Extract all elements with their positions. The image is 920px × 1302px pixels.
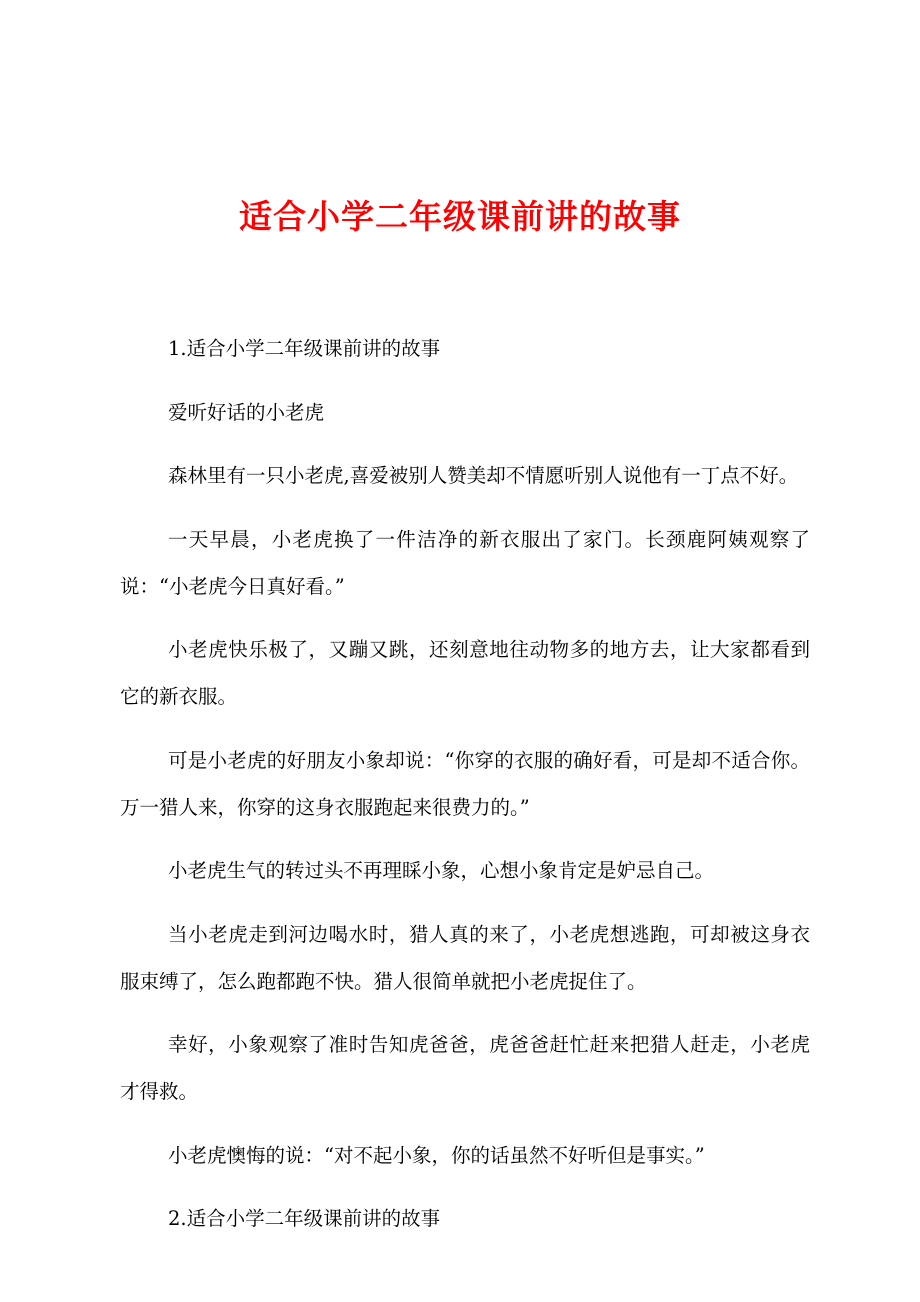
story-paragraph: 幸好，小象观察了准时告知虎爸爸，虎爸爸赶忙赶来把猎人赶走，小老虎才得救。 — [120, 1033, 810, 1103]
document-title: 适合小学二年级课前讲的故事 — [239, 197, 681, 236]
story-paragraph: 可是小老虎的好朋友小象却说：“你穿的衣服的确好看，可是却不适合你。万一猎人来，你穿的这身衣服跑起来很费力的。” — [120, 748, 810, 819]
story-paragraph: 当小老虎走到河边喝水时，猎人真的来了，小老虎想逃跑，可却被这身衣服束缚了，怎么跑都跑不快。猎人很简单就把小老虎捉住了。 — [120, 922, 810, 993]
document-body — [120, 325, 810, 1259]
story-paragraph: 小老虎懊悔的说：“对不起小象，你的话虽然不好听但是事实。” — [168, 1143, 705, 1167]
section-heading-2: 2.适合小学二年级课前讲的故事 — [168, 1207, 441, 1230]
story-paragraph: 小老虎快乐极了，又蹦又跳，还刻意地往动物多的地方去，让大家都看到它的新衣服。 — [120, 638, 810, 708]
story-title: 爱听好话的小老虎 — [168, 400, 325, 424]
story-paragraph: 小老虎生气的转过头不再理睬小象，心想小象肯定是妒忌自己。 — [168, 859, 715, 882]
section-heading-1: 1.适合小学二年级课前讲的故事 — [168, 337, 441, 360]
story-paragraph: 一天早晨，小老虎换了一件洁净的新衣服出了家门。长颈鹿阿姨观察了说：“小老虎今日真好看。” — [120, 527, 810, 598]
story-paragraph: 森林里有一只小老虎,喜爱被别人赞美却不情愿听别人说他有一丁点不好。 — [168, 464, 799, 487]
